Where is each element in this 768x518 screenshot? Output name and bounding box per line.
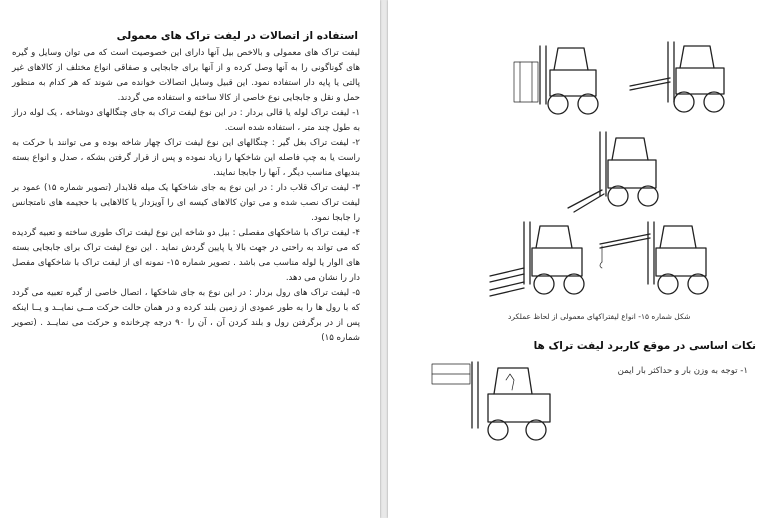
item-5-paragraph: ۵- لیفت تراک های رول بردار : در این نوع به جای شاخکها ، اتصال خاصی از گیره تعبیه می گردد که با رول ها را به طور عمودی از زمین بلند کرده و در همان حالت حرکت مــی نمایــد و یــا اینکه پس از در برگرفتن رول و بلند کردن آن ، آن را ۹۰ درجه چرخانده و حرکت می نمایــد . (تصویر شماره ۱۵) <box>12 288 360 343</box>
page-heading: استفاده از اتصالات در لیفت تراک های معمولی <box>116 30 358 42</box>
forklift-hook-boom-illustration <box>598 218 728 304</box>
item-3-paragraph: ۳- لیفت تراک قلاب دار : در این نوع به جای شاخکها یک میله قلابدار (تصویر شماره ۱۵) عمود بر لیفت تراک نصب شده و می توان کالاهای کیسه ای را آویزدار یا کالاهایی با حجیمه های نامتجانس را جابجا نمود. <box>12 183 360 223</box>
item-4-paragraph: ۴- لیفت تراک با شاخکهای مفصلی : بیل دو شاخه این نوع لیفت تراک طوری ساخته و تعبیه گردیده که می تواند به راحتی در جهت بالا یا پایین گردش نماید . این نوع لیفت تراک برای جابجایی بسته های الوار یا لوله مناسب می باشد . تصویر شماره ۱۵- نمونه ای از لیفت تراک با شاخکهای مفصل دار را نشان می دهد. <box>12 228 360 283</box>
section-heading: نکات اساسی در موقع کاربرد لیفت تراک ها <box>533 340 756 352</box>
intro-paragraph: لیفت تراک های معمولی و بالاخص بیل آنها دارای این خصوصیت است که می توان وسایل و گیره های گوناگونی را به آنها وصل کرده و از آنها برای جابجایی و صفاقی انواع مختلف از کالاهای غیر پالتی یا پایه دار استفاده نمود. این قبیل وسایل اتصالات خوانده می شوند که هر کدام به منظور حمل و نقل و جابجایی نوع خاصی از کالا ساخته و استفاده می گردند. <box>12 48 360 103</box>
body-text <box>12 46 360 346</box>
forklift-roll-clamp-illustration <box>510 42 610 122</box>
item-1-paragraph: ۱- لیفت تراک لوله یا قالی بردار : در این نوع لیفت تراک به جای چنگالهای دوشاخه ، یک لوله دراز به طول چند متر ، استفاده شده است. <box>12 108 360 133</box>
item-2-paragraph: ۲- لیفت تراک بغل گیر : چنگالهای این نوع لیفت تراک چهار شاخه بوده و می توانند با حرکت به راست یا به چپ فاصله این شاخکها را زیاد نموده و پس از قرار گرفتن بشکه ، صدل و انواع بسته بندیهای مناسب دیگر ، آنها را جابجا نمایند. <box>12 138 360 178</box>
forklift-side-clamp-illustration <box>486 218 596 304</box>
text-page <box>0 0 380 518</box>
forklift-hinged-fork-illustration <box>564 130 674 216</box>
figure-caption: شکل شماره ۱۵- انواع لیفتراکهای معمولی از لحاظ عملکرد <box>508 312 691 321</box>
forklift-load-weight-illustration <box>428 358 568 446</box>
list-item-1: ۱- توجه به وزن بار و حداکثر بار ایمن <box>617 366 748 376</box>
forklift-carpet-pole-illustration <box>628 38 738 120</box>
illustration-page <box>388 0 768 518</box>
